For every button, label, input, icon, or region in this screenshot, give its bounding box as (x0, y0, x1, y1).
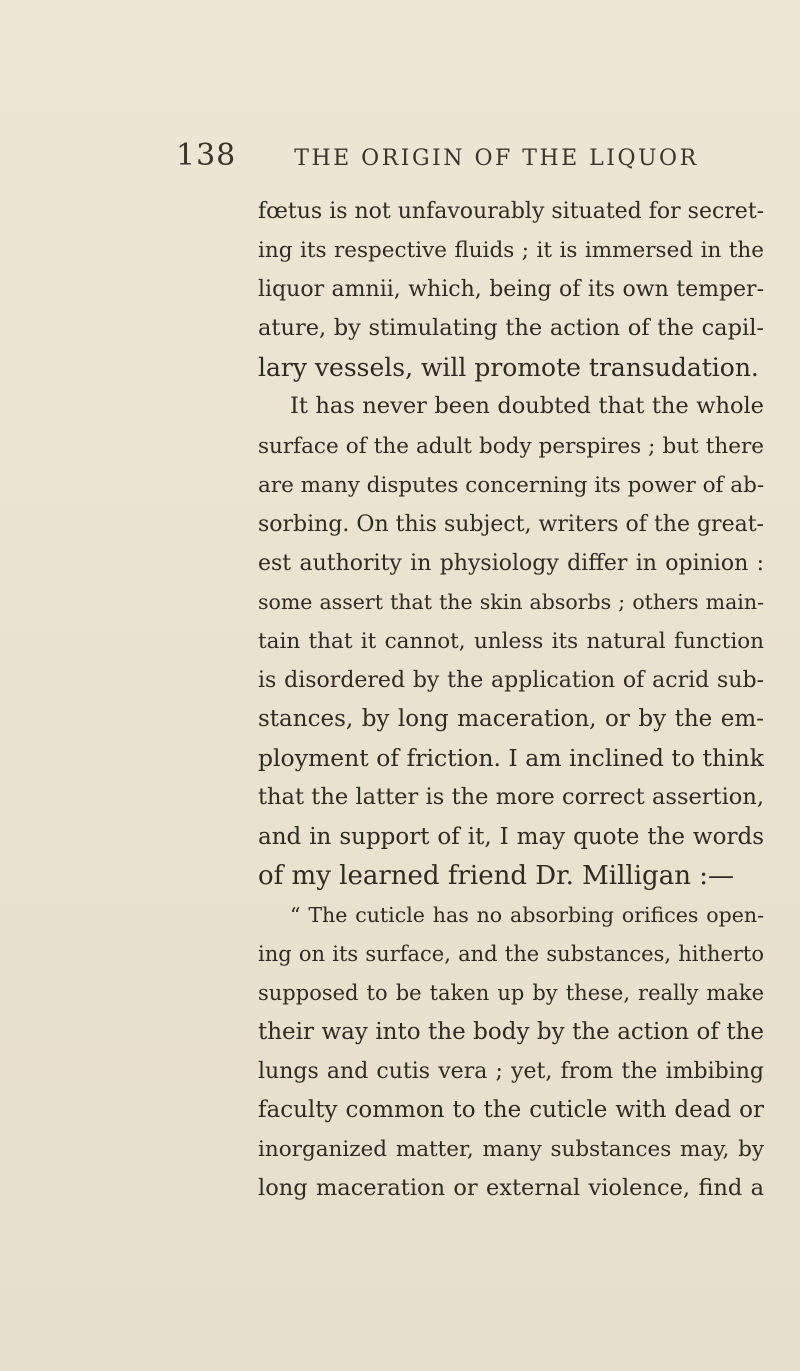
text-line: of my learned friend Dr. Milligan :— (258, 860, 734, 891)
text-line: stances, by long maceration, or by the em- (258, 706, 764, 733)
text-line: lary vessels, will promote transudation. (258, 353, 759, 383)
text-line: some assert that the skin absorbs ; others main- (258, 589, 764, 614)
text-line: inorganized matter, many substances may, by (258, 1137, 764, 1163)
body-text (258, 192, 764, 1208)
text-line: and in support of it, I may quote the words (258, 823, 764, 850)
text-line: long maceration or external violence, find a (258, 1175, 764, 1202)
page-number: 138 (176, 138, 237, 173)
text-line: faculty common to the cuticle with dead or (258, 1097, 764, 1124)
text-line: is disordered by the application of acrid sub- (258, 668, 764, 694)
text-line: ing on its surface, and the substances, hitherto (258, 941, 764, 966)
text-line: ing its respective fluids ; it is immersed in the (258, 238, 764, 264)
text-line: are many disputes concerning its power of ab- (258, 472, 765, 498)
quote-start-line: “ The cuticle has no absorbing orifices open- (290, 902, 764, 927)
text-line: that the latter is the more correct assertion, (258, 784, 764, 811)
running-head-title: THE ORIGIN OF THE LIQUOR (294, 146, 699, 171)
text-line: fœtus is not unfavourably situated for secret- (258, 199, 765, 224)
text-line: sorbing. On this subject, writers of the great- (258, 511, 764, 537)
text-line: liquor amnii, which, being of its own temper- (258, 277, 764, 303)
running-head (176, 138, 746, 178)
text-line: supposed to be taken up by these, really make (258, 980, 764, 1005)
text-line: est authority in physiology differ in opinion : (258, 550, 764, 576)
text-line: surface of the adult body perspires ; but there (258, 433, 764, 459)
text-line: lungs and cutis vera ; yet, from the imbibing (258, 1059, 764, 1085)
text-line: ature, by stimulating the action of the capil- (258, 315, 764, 342)
paragraph-start-line: It has never been doubted that the whole (290, 393, 764, 420)
text-line: ployment of friction. I am inclined to think (258, 744, 764, 773)
text-line: their way into the body by the action of the (258, 1018, 764, 1045)
text-line: tain that it cannot, unless its natural function (258, 629, 764, 655)
